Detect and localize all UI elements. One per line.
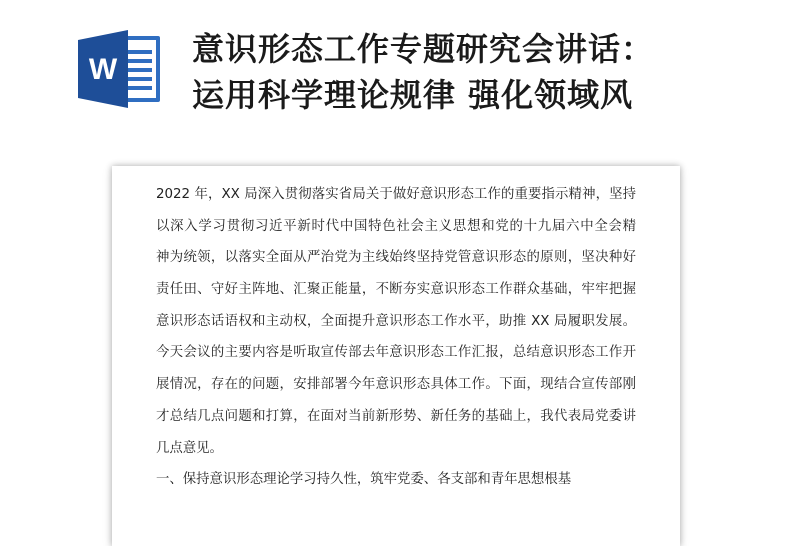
- page-title: [192, 26, 792, 118]
- document-line: 责任田、守好主阵地、汇聚正能量，不断夯实意识形态工作群众基础，牢牢把握: [156, 282, 636, 298]
- section-heading: 一、保持意识形态理论学习持久性，筑牢党委、各支部和青年思想根基: [156, 472, 572, 488]
- document-body: [156, 184, 636, 501]
- document-line: 2022 年，XX 局深入贯彻落实省局关于做好意识形态工作的重要指示精神，坚持: [156, 187, 636, 202]
- title-line-1: 意识形态工作专题研究会讲话：: [192, 30, 655, 68]
- document-line: 今天会议的主要内容是听取宣传部去年意识形态工作汇报，总结意识形态工作开: [156, 345, 636, 361]
- document-line: 才总结几点问题和打算，在面对当前新形势、新任务的基础上，我代表局党委讲: [156, 408, 636, 424]
- document-line: 以深入学习贯彻习近平新时代中国特色社会主义思想和党的十九届六中全会精: [156, 218, 636, 234]
- document-line: 神为统领，以落实全面从严治党为主线始终坚持党管意识形态的原则，坚决种好: [156, 250, 636, 266]
- document-line: 意识形态话语权和主动权，全面提升意识形态工作水平，助推 XX 局履职发展。: [156, 313, 636, 329]
- title-line-2: 运用科学理论规律 强化领域风: [192, 76, 634, 114]
- document-line: 展情况，存在的问题，安排部署今年意识形态具体工作。下面，现结合宣传部刚: [156, 377, 636, 393]
- word-document-icon: [78, 30, 164, 108]
- word-icon-letter: W: [88, 53, 118, 86]
- document-line: 几点意见。: [156, 440, 223, 456]
- document-page: [112, 166, 680, 546]
- header: [0, 0, 800, 150]
